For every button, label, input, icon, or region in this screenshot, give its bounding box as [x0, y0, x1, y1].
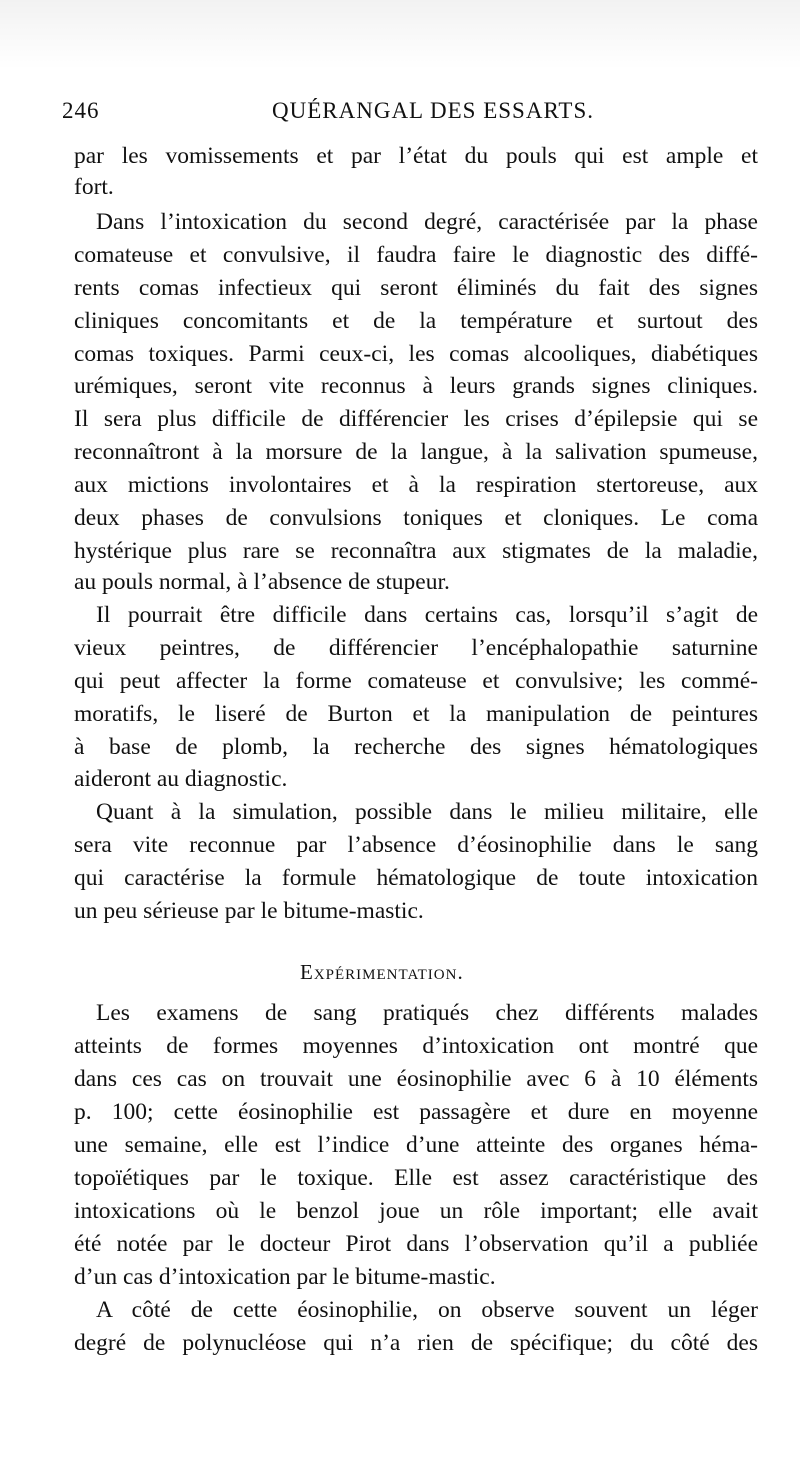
text-line: urémiques, seront vite reconnus à leurs grands signes cliniques.	[74, 373, 758, 399]
text-line: Il sera plus difficile de différencier les crises d’épilepsie qui se	[74, 406, 758, 432]
text-line: comateuse et convulsive, il faudra faire le diagnostic des diffé-	[74, 242, 758, 268]
text-line: sera vite reconnue par l’absence d’éosinophilie dans le sang	[74, 832, 758, 858]
text-line: aideront au diagnostic.	[74, 766, 288, 792]
page-number: 246	[62, 98, 100, 123]
scan-border	[0, 0, 800, 70]
text-line: au pouls normal, à l’absence de stupeur.	[74, 569, 450, 595]
text-line: rents comas infectieux qui seront éliminés du fait des signes	[74, 275, 758, 301]
text-line: fort.	[74, 174, 114, 200]
section-heading: Expérimentation.	[300, 960, 464, 984]
paragraph-start: A côté de cette éosinophilie, on observe souvent un léger	[96, 1297, 758, 1323]
page-header	[62, 98, 767, 134]
text-line: par les vomissements et par l’état du pouls qui est ample et	[74, 143, 758, 169]
paragraph-start: Dans l’intoxication du second degré, caractérisée par la phase	[96, 209, 758, 235]
paragraph-start: Il pourrait être difficile dans certains cas, lorsqu’il s’agit de	[96, 602, 758, 628]
text-line: topoïétiques par le toxique. Elle est assez caractéristique des	[74, 1165, 758, 1191]
text-line: un peu sérieuse par le bitume-mastic.	[74, 898, 424, 924]
text-line: été notée par le docteur Pirot dans l’observation qu’il a publiée	[74, 1231, 758, 1257]
running-title: QUÉRANGAL DES ESSARTS.	[272, 98, 594, 123]
text-line: qui peut affecter la forme comateuse et convulsive; les commé-	[74, 668, 758, 694]
text-line: hystérique plus rare se reconnaîtra aux stigmates de la maladie,	[74, 538, 758, 564]
text-line: aux mictions involontaires et à la respiration stertoreuse, aux	[74, 472, 758, 498]
text-line: à base de plomb, la recherche des signes hématologiques	[74, 734, 758, 760]
text-line: degré de polynucléose qui n’a rien de spécifique; du côté des	[74, 1330, 758, 1356]
paragraph-start: Quant à la simulation, possible dans le milieu militaire, elle	[96, 799, 758, 825]
text-line: comas toxiques. Parmi ceux-ci, les comas alcooliques, diabétiques	[74, 341, 758, 367]
text-line: cliniques concomitants et de la température et surtout des	[74, 308, 758, 334]
paragraph-start: Les examens de sang pratiqués chez différents malades	[96, 1000, 758, 1026]
text-line: p. 100; cette éosinophilie est passagère et dure en moyenne	[74, 1099, 758, 1125]
text-line: intoxications où le benzol joue un rôle important; elle avait	[74, 1198, 758, 1224]
text-line: reconnaîtront à la morsure de la langue, à la salivation spumeuse,	[74, 439, 758, 465]
text-line: atteints de formes moyennes d’intoxication ont montré que	[74, 1033, 758, 1059]
text-line: d’un cas d’intoxication par le bitume-mastic.	[74, 1264, 496, 1290]
text-line: qui caractérise la formule hématologique de toute intoxication	[74, 865, 758, 891]
text-line: vieux peintres, de différencier l’encéphalopathie saturnine	[74, 635, 758, 661]
text-line: deux phases de convulsions toniques et cloniques. Le coma	[74, 505, 758, 531]
text-line: une semaine, elle est l’indice d’une atteinte des organes héma-	[74, 1132, 758, 1158]
text-line: moratifs, le liseré de Burton et la manipulation de peintures	[74, 701, 758, 727]
text-line: dans ces cas on trouvait une éosinophilie avec 6 à 10 éléments	[74, 1066, 758, 1092]
